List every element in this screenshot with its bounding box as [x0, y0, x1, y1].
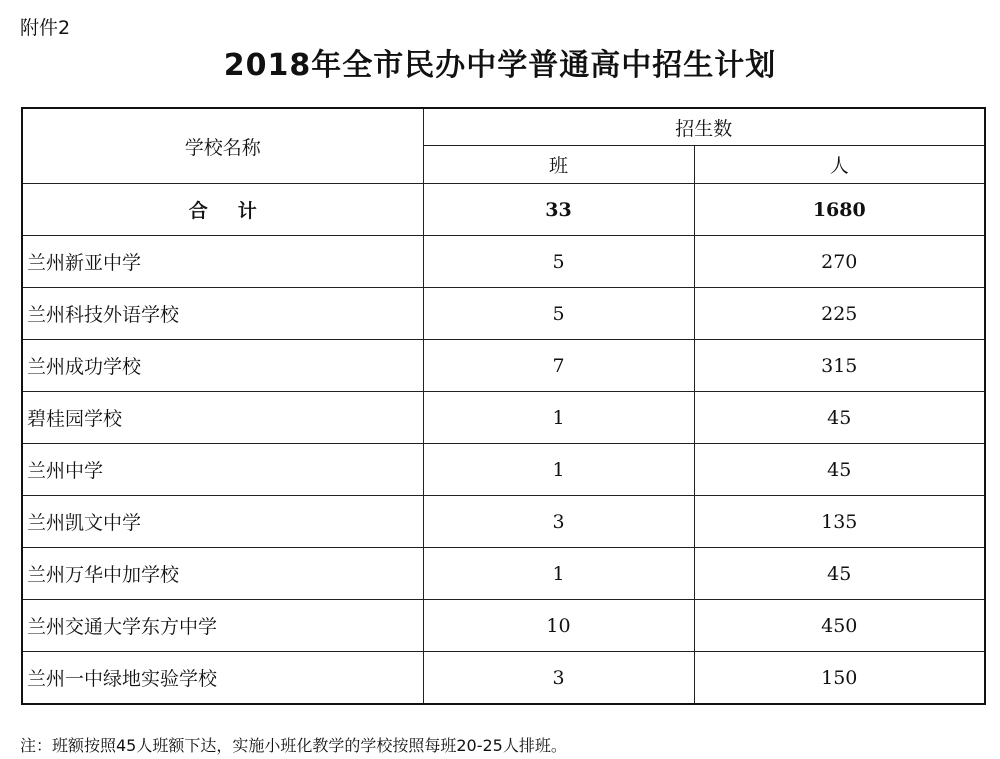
header-school-name: 学校名称: [22, 108, 423, 184]
header-classes: 班: [423, 146, 694, 184]
school-name: 兰州中学: [22, 444, 423, 496]
table-row: [22, 600, 985, 652]
total-label: 合计: [22, 184, 423, 236]
class-count: 3: [423, 652, 694, 705]
enrollment-table: [21, 107, 986, 705]
attachment-label: 附件2: [20, 17, 71, 39]
class-count: 1: [423, 392, 694, 444]
table-row: [22, 392, 985, 444]
people-count: 315: [694, 340, 985, 392]
page-title: 2018年全市民办中学普通高中招生计划: [223, 48, 777, 83]
people-count: 450: [694, 600, 985, 652]
class-count: 5: [423, 236, 694, 288]
class-count: 7: [423, 340, 694, 392]
total-row: [22, 184, 985, 236]
school-name: 兰州交通大学东方中学: [22, 600, 423, 652]
school-name: 兰州新亚中学: [22, 236, 423, 288]
total-people: 1680: [694, 184, 985, 236]
class-count: 3: [423, 496, 694, 548]
people-count: 45: [694, 392, 985, 444]
table-row: [22, 496, 985, 548]
table-row: [22, 548, 985, 600]
header-people: 人: [694, 146, 985, 184]
people-count: 150: [694, 652, 985, 705]
class-count: 5: [423, 288, 694, 340]
people-count: 270: [694, 236, 985, 288]
people-count: 45: [694, 444, 985, 496]
table-row: [22, 236, 985, 288]
total-classes: 33: [423, 184, 694, 236]
school-name: 兰州凯文中学: [22, 496, 423, 548]
table-header-row: [22, 108, 985, 146]
table-row: [22, 288, 985, 340]
class-count: 1: [423, 444, 694, 496]
class-count: 1: [423, 548, 694, 600]
school-name: 兰州成功学校: [22, 340, 423, 392]
table-row: [22, 444, 985, 496]
school-name: 碧桂园学校: [22, 392, 423, 444]
footnote: 注：班额按照45人班额下达，实施小班化教学的学校按照每班20-25人排班。: [20, 736, 567, 755]
table-row: [22, 340, 985, 392]
people-count: 45: [694, 548, 985, 600]
school-name: 兰州万华中加学校: [22, 548, 423, 600]
people-count: 225: [694, 288, 985, 340]
school-name: 兰州科技外语学校: [22, 288, 423, 340]
people-count: 135: [694, 496, 985, 548]
table-row: [22, 652, 985, 705]
class-count: 10: [423, 600, 694, 652]
header-enrollment: 招生数: [423, 108, 985, 146]
school-name: 兰州一中绿地实验学校: [22, 652, 423, 705]
